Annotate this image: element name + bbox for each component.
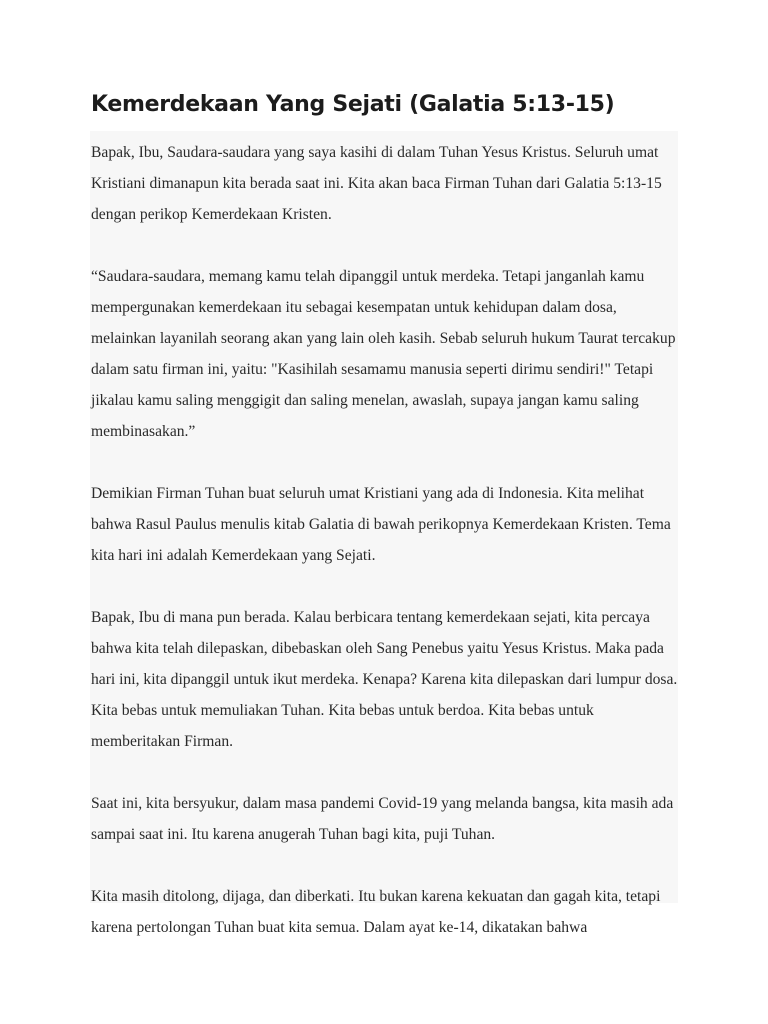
document-body: [90, 131, 678, 936]
page-title: Kemerdekaan Yang Sejati (Galatia 5:13-15): [91, 92, 615, 117]
paragraph-5: Saat ini, kita bersyukur, dalam masa pandemi Covid-19 yang melanda bangsa, kita masih ada sampai saat ini. Itu karena anugerah Tuhan bagi kita, puji Tuhan.: [91, 795, 674, 843]
paragraph-4: Bapak, Ibu di mana pun berada. Kalau berbicara tentang kemerdekaan sejati, kita percaya bahwa kita telah dilepaskan, dibebaskan oleh Sang Penebus yaitu Yesus Kristus. Maka pada hari ini, kita dipanggil untuk ikut merdeka. Kenapa? Karena kita dilepaskan dari lumpur dosa. Kita bebas untuk memuliakan Tuhan. Kita bebas untuk berdoa. Kita bebas untuk memberitakan Firman.: [91, 609, 678, 750]
paragraph-2: “Saudara-saudara, memang kamu telah dipanggil untuk merdeka. Tetapi janganlah kamu mempergunakan kemerdekaan itu sebagai kesempatan untuk kehidupan dalam dosa, melainkan layanilah seorang akan yang lain oleh kasih. Sebab seluruh hukum Taurat tercakup dalam satu firman ini, yaitu: "Kasihilah sesamamu manusia seperti dirimu sendiri!" Tetapi jikalau kamu saling menggigit dan saling menelan, awaslah, supaya jangan kamu saling membinasakan.”: [91, 268, 676, 440]
paragraph-1: Bapak, Ibu, Saudara-saudara yang saya kasihi di dalam Tuhan Yesus Kristus. Seluruh umat Kristiani dimanapun kita berada saat ini. Kita akan baca Firman Tuhan dari Galatia 5:13-15 dengan perikop Kemerdekaan Kristen.: [91, 144, 662, 223]
paragraph-3: Demikian Firman Tuhan buat seluruh umat Kristiani yang ada di Indonesia. Kita melihat bahwa Rasul Paulus menulis kitab Galatia di bawah perikopnya Kemerdekaan Kristen. Tema kita hari ini adalah Kemerdekaan yang Sejati.: [91, 485, 671, 564]
paragraph-6: Kita masih ditolong, dijaga, dan diberkati. Itu bukan karena kekuatan dan gagah kita, tetapi karena pertolongan Tuhan buat kita semua. Dalam ayat ke-14, dikatakan bahwa: [91, 888, 661, 936]
